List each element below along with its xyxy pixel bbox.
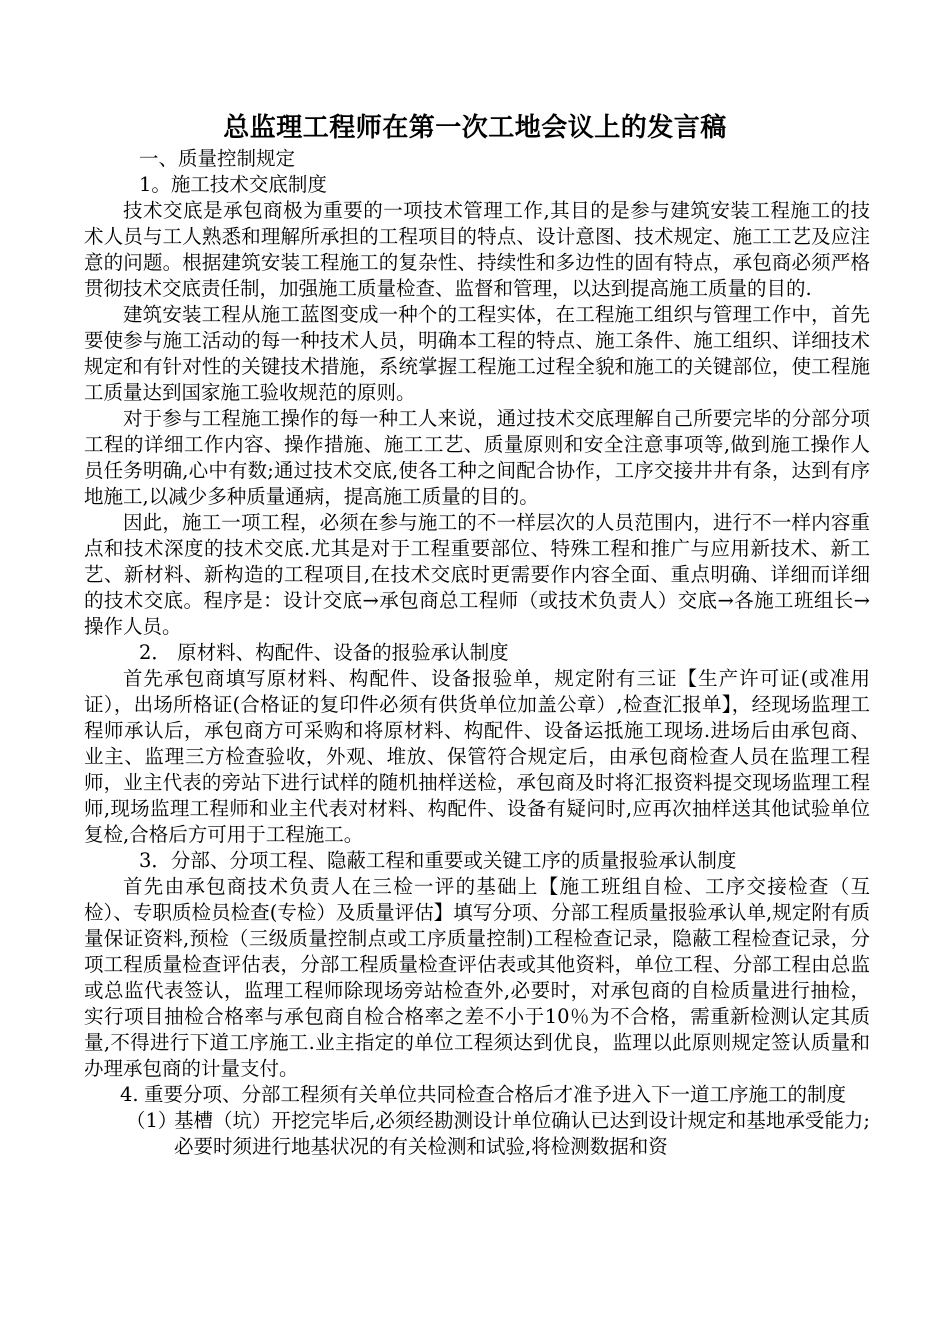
paragraph: 首先承包商填写原材料、构配件、设备报验单，规定附有三证【生产许可证(或准用证），出场所格证(合格证的复印件必须有供货单位加盖公章）,检查汇报单】，经现场监理工程师承认后，承包商方可采购和将原材料、构配件、设备运抵施工现场.进场后由承包商、业主、监理三方检查验收，外观、堆放、保管符合规定后，由承包商检查人员在监理工程师，业主代表的旁站下进行试样的随机抽样送检，承包商及时将汇报资料提交现场监理工程师,现场监理工程师和业主代表对材料、构配件、设备有疑问时,应再次抽样送其他试验单位复检,合格后方可用于工程施工。 [84,667,870,846]
sub-list-item-number: （1） [126,1109,178,1132]
paragraph: 技术交底是承包商极为重要的一项技术管理工作,其目的是参与建筑安装工程施工的技术人员与工人熟悉和理解所承担的工程项目的特点、设计意图、技术规定、施工工艺及应注意的问题。根据建筑安装工程施工的复杂性、持续性和多边性的固有特点，承包商必须严格贯彻技术交底责任制，加强施工质量检查、监督和管理，以达到提高施工质量的目的. [84,199,870,300]
list-item-text: 重要分项、分部工程须有关单位共同检查合格后才准予进入下一道工序施工的制度 [144,1083,847,1106]
sub-list-item-foundation-pit [84,1108,870,1160]
document-body [84,146,870,1160]
paragraph: 因此，施工一项工程，必须在参与施工的不一样层次的人员范围内，进行不一样内容重点和技术深度的技术交底.尤其是对于工程重要部位、特殊工程和推广与应用新技术、新工艺、新材料、新构造的工程项目,在技术交底时更需要作内容全面、重点明确、详细而详细的技术交底。程序是：设计交底→承包商总工程师（或技术负责人）交底→各施工班组长→操作人员。 [84,511,870,638]
paragraph: 建筑安装工程从施工蓝图变成一种个的工程实体，在工程施工组织与管理工作中，首先要使参与施工活动的每一种技术人员，明确本工程的特点、施工条件、施工组织、详细技术规定和有针对性的关键技术措施，系统掌握工程施工过程全貌和施工的关键部位，使工程施工质量达到国家施工验收规范的原则。 [84,303,870,404]
list-item-joint-inspection [84,1082,870,1108]
paragraph: 首先由承包商技术负责人在三检一评的基础上【施工班组自检、工序交接检查（互检）、专职质检员检查(专检）及质量评估】填写分项、分部工程质量报验承认单,规定附有质量保证资料,预检（三级质量控制点或工序质量控制)工程检查记录，隐蔽工程检查记录，分项工程质量检查评估表，分部工程质量检查评估表或其他资料，单位工程、分部工程由总监或总监代表签认，监理工程师除现场旁站检查外,必要时，对承包商的自检质量进行抽检，实行项目抽检合格率与承包商自检合格率之差不小于10％为不合格，需重新检测认定其质量,不得进行下道工序施工.业主指定的单位工程须达到优良，监理以此原则规定签认质量和办理承包商的计量支付。 [84,875,870,1080]
section-heading-quality-control: 一、质量控制规定 [139,147,296,170]
item-heading-material-inspection: 2． 原材料、构配件、设备的报验承认制度 [139,641,509,664]
list-item-number: 4. [120,1083,139,1106]
paragraph: 对于参与工程施工操作的每一种工人来说，通过技术交底理解自己所要完毕的分部分项工程的详细工作内容、操作措施、施工工艺、质量原则和安全注意事项等,做到施工操作人员任务明确,心中有数;通过技术交底,使各工种之间配合协作，工序交接井井有条，达到有序地施工,以减少多种质量通病，提高施工质量的目的。 [84,407,870,508]
item-heading-quality-inspection: 3．分部、分项工程、隐蔽工程和重要或关键工序的质量报验承认制度 [139,849,737,872]
item-heading-technical-disclosure: 1。施工技术交底制度 [139,173,327,196]
sub-list-item-text: 基槽（坑）开挖完毕后,必须经勘测设计单位确认已达到设计规定和基地承受能力;必要时须进行地基状况的有关检测和试验,将检测数据和资 [174,1109,870,1158]
document-title: 总监理工程师在第一次工地会议上的发言稿 [223,113,727,143]
